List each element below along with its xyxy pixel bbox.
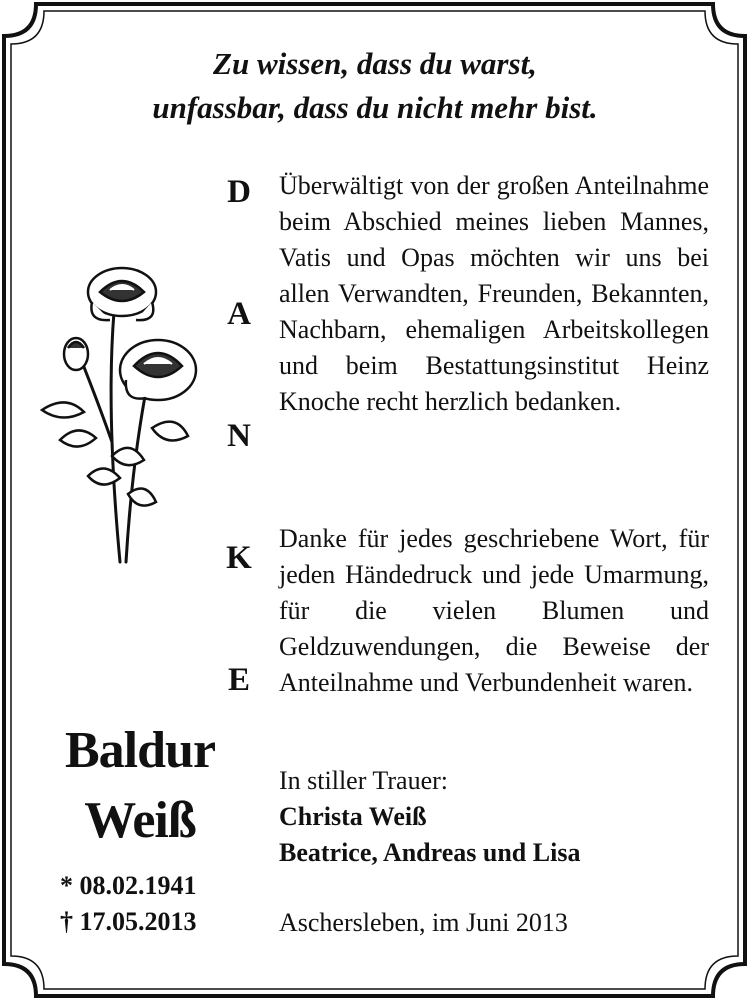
place-date-line: Aschersleben, im Juni 2013	[279, 908, 568, 937]
motto-line-2: unfassbar, dass du nicht mehr bist.	[152, 90, 598, 125]
dank-letter-n: N	[227, 418, 251, 454]
deceased-first-name: Baldur	[64, 722, 216, 779]
thanks-paragraph-2	[279, 521, 709, 701]
dank-letter-d: D	[227, 174, 251, 210]
birth-date: * 08.02.1941	[60, 871, 197, 900]
thanks-paragraph-2-text: Danke für jedes geschriebene Wort, für jeden Händedruck und jede Umarmung, für die vielen Blumen und Geldzuwendungen, die Beweise der Anteilnahme und Verbundenheit waren.	[279, 524, 709, 697]
motto-line-1: Zu wissen, dass du warst,	[213, 46, 537, 81]
mourner-name-1: Christa Weiß	[279, 802, 427, 831]
deceased-last-name: Weiß	[84, 792, 196, 849]
dank-letter-k: K	[226, 540, 252, 576]
mourners-intro: In stiller Trauer:	[279, 766, 448, 795]
dank-letter-e: E	[227, 662, 250, 698]
thanks-paragraph-1-text: Überwältigt von der großen Anteilnahme beim Abschied meines lieben Mannes, Vatis und Opas möchten wir uns bei allen Verwandten, Freunden, Bekannten, Nachbarn, ehemaligen Arbeitskollegen und beim Bestattungsinstitut Heinz Knoche recht herzlich bedanken.	[279, 171, 709, 416]
rose-bouquet-icon	[40, 262, 200, 592]
dank-letter-a: A	[227, 296, 251, 332]
thanks-paragraph-1	[279, 168, 709, 420]
mourner-name-2: Beatrice, Andreas und Lisa	[279, 838, 581, 867]
death-date: † 17.05.2013	[60, 907, 197, 936]
